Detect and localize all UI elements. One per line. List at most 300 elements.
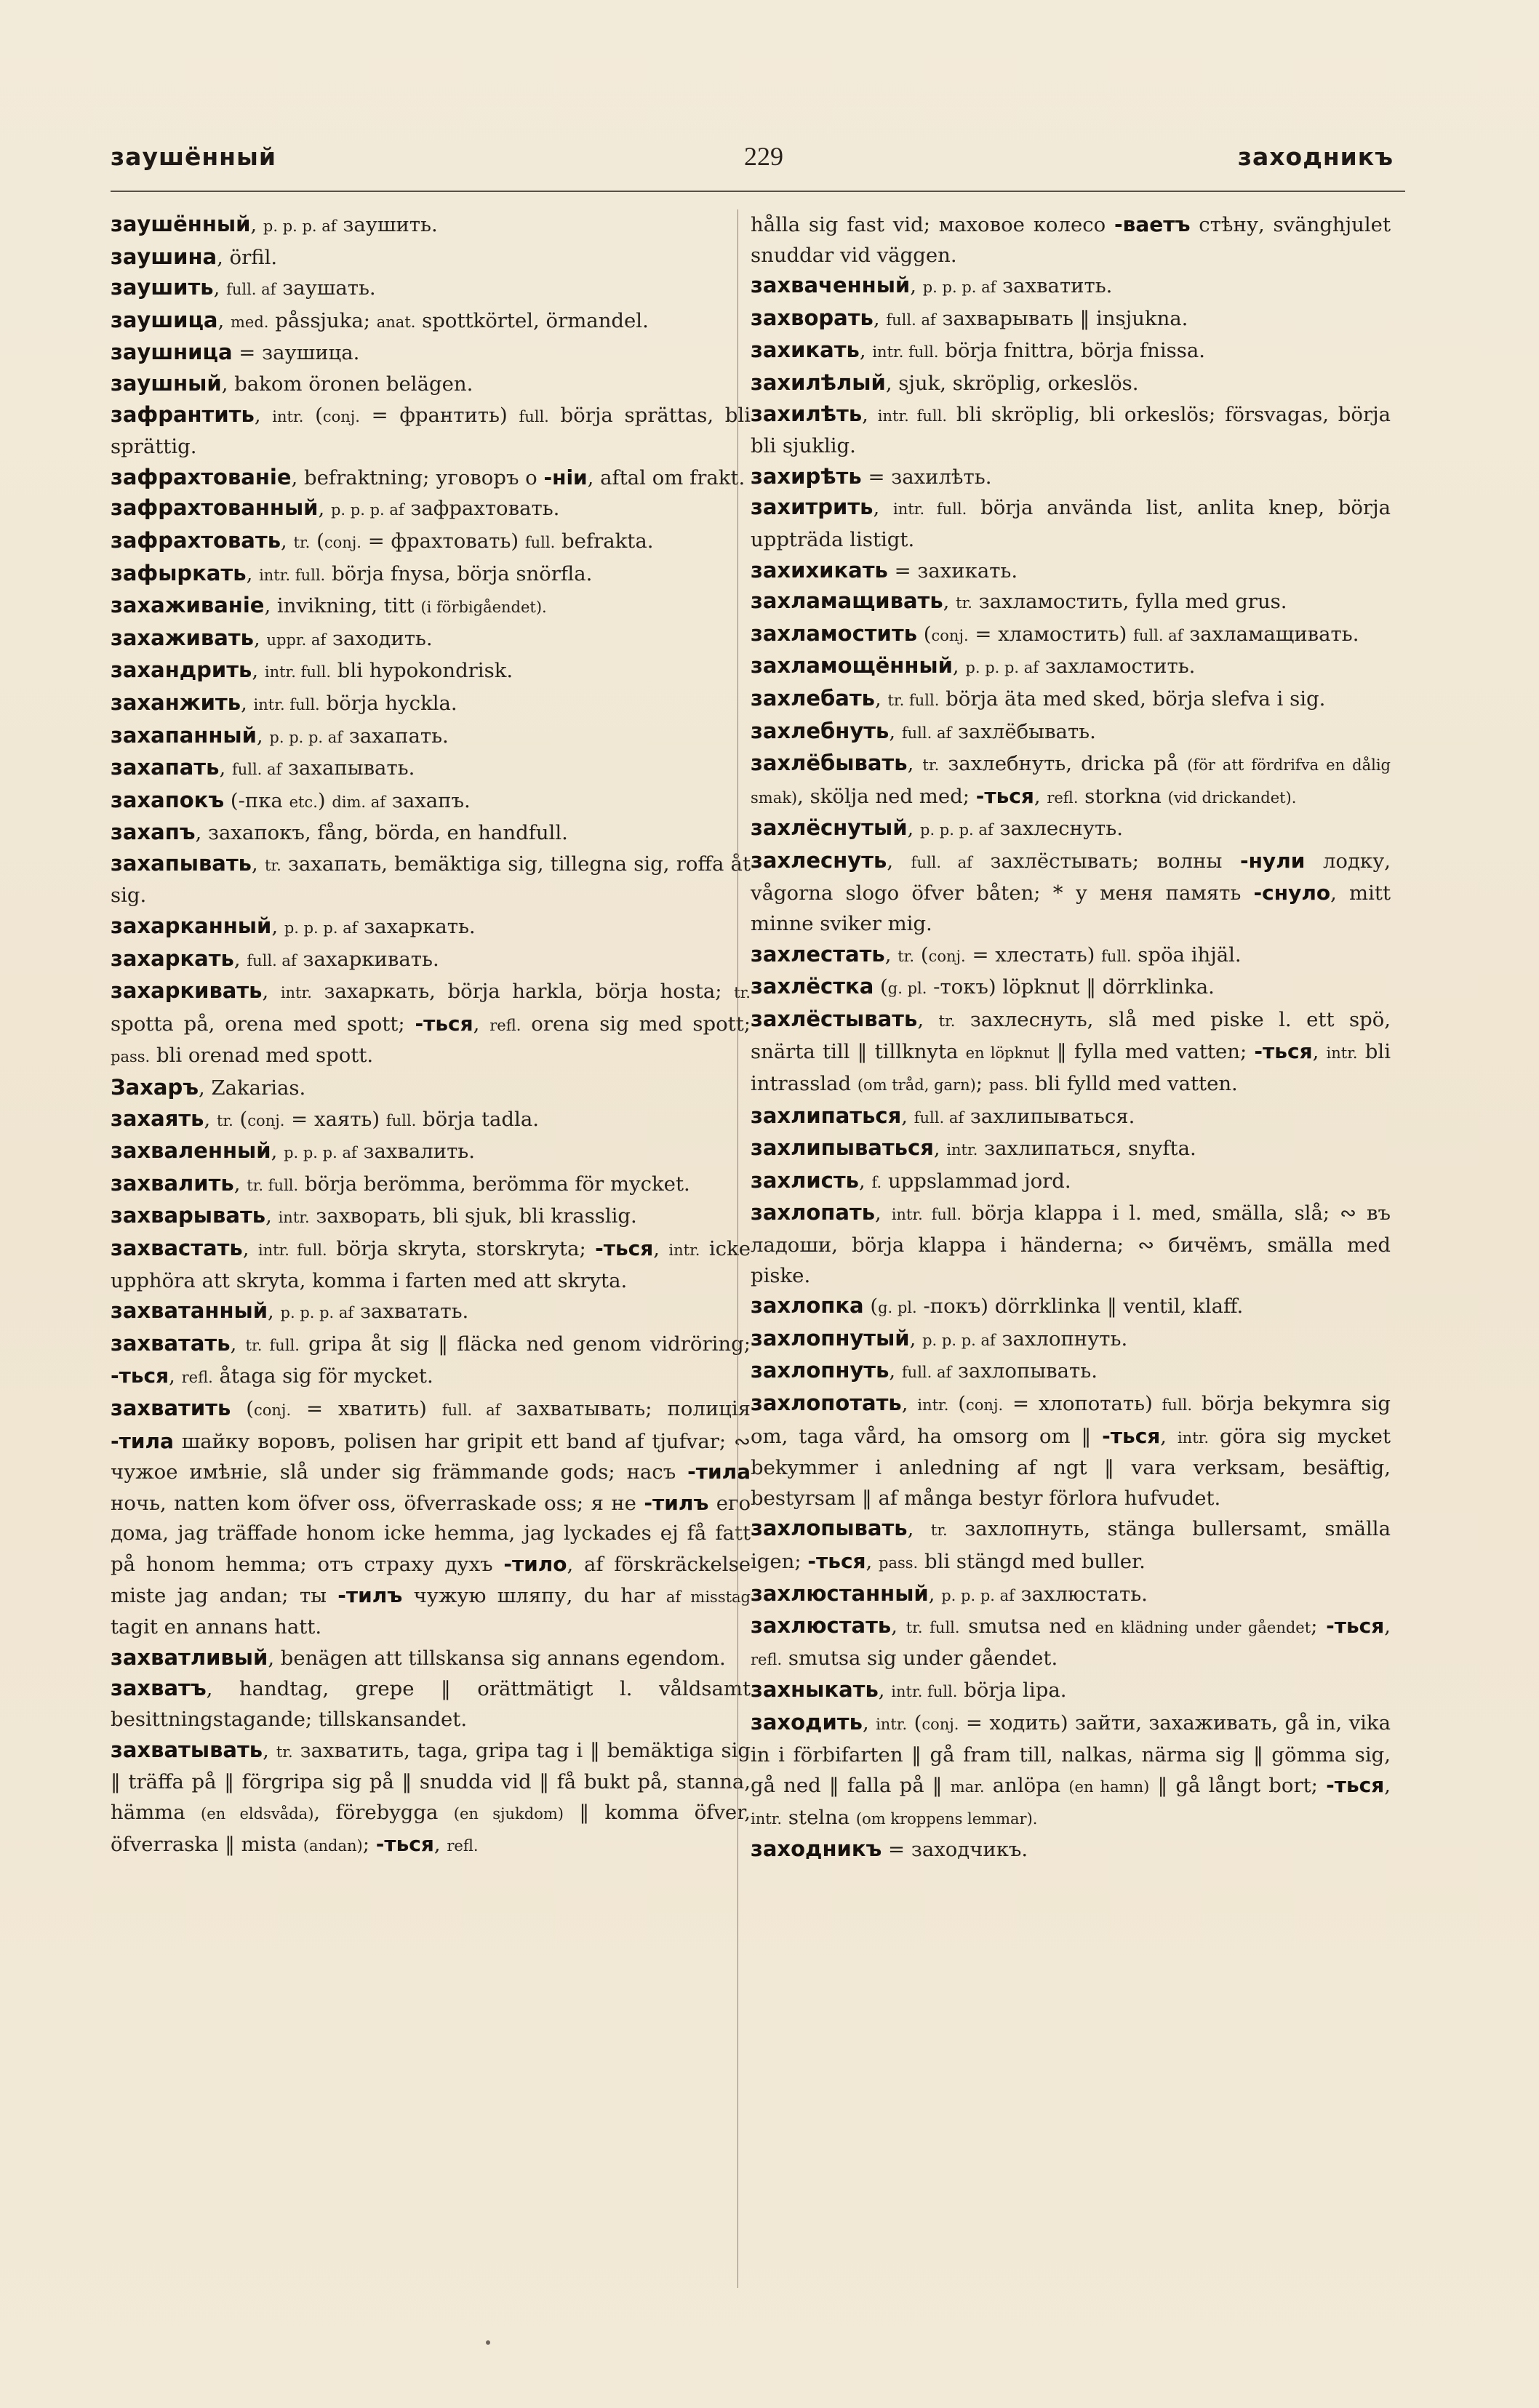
dictionary-entry <box>111 1104 751 1137</box>
entry-text: ; <box>362 1833 376 1857</box>
entry-text: , <box>917 1007 939 1031</box>
dictionary-entry <box>751 1133 1391 1166</box>
dictionary-entry <box>751 1004 1391 1101</box>
entry-text: tr. <box>264 856 281 874</box>
entry-text: , <box>254 403 273 427</box>
entry-text: intr. full. <box>893 500 967 519</box>
entry-text: захлёбывать. <box>951 719 1096 743</box>
entry-text: conj. <box>966 1396 1004 1414</box>
entry-text: , aftal om frakt. <box>587 465 745 489</box>
entry-text: hålla sig fast vid; маховое колесо <box>751 213 1114 236</box>
entry-text: full. <box>1162 1396 1193 1414</box>
dictionary-entry <box>751 846 1391 940</box>
dictionary-entry <box>111 655 751 688</box>
entry-text: = фрахтовать) <box>361 529 525 553</box>
bold-form: -тила <box>111 1428 174 1453</box>
headword: захлюстанный <box>751 1580 929 1606</box>
entry-text: , <box>928 1582 942 1606</box>
entry-text: intr. <box>876 1715 908 1733</box>
entry-text: , <box>887 849 911 873</box>
entry-text: , <box>1034 784 1047 808</box>
entry-text: tr. full. <box>245 1336 300 1354</box>
entry-text: , handtag, grepe ‖ orättmätigt l. våldsamt besittningstagande; tillskansandet. <box>111 1677 751 1731</box>
entry-text: (en eldsvåda) <box>201 1804 314 1823</box>
dictionary-entry <box>111 400 751 463</box>
entry-text: conj. <box>322 407 360 425</box>
entry-text: , <box>943 590 956 614</box>
headword: захвалить <box>111 1170 234 1196</box>
dictionary-entry <box>751 684 1391 716</box>
entry-text: pass. <box>111 1048 151 1066</box>
headword: захилѣть <box>751 401 863 426</box>
entry-text: , <box>219 756 232 780</box>
entry-text: стѣну, svänghjulet snuddar vid väggen. <box>751 213 1391 267</box>
entry-text: (en sjukdom) <box>453 1804 564 1823</box>
entry-text: full. af <box>231 761 282 779</box>
headword: захватить <box>111 1395 231 1420</box>
entry-text: , skölja ned med; <box>797 784 976 808</box>
entry-text: tr. full. <box>887 691 940 709</box>
entry-text: (för att fördrifva en dålig smak) <box>751 756 1391 807</box>
entry-text: intr. <box>751 1809 783 1828</box>
entry-text: захватить. <box>996 274 1113 298</box>
headword: захаять <box>111 1105 204 1131</box>
entry-text: conj. <box>931 626 969 644</box>
entry-text: intr. full. <box>253 695 320 713</box>
bold-form: -тилъ <box>337 1583 403 1607</box>
dictionary-entry <box>751 1198 1391 1291</box>
headword: захирѣть <box>751 463 862 489</box>
page-number: 229 <box>744 142 783 171</box>
entry-text: full. <box>385 1111 417 1129</box>
entry-text: , <box>241 691 254 715</box>
entry-text: full. af <box>1133 626 1183 644</box>
entry-text: , <box>213 276 227 300</box>
entry-text: , <box>246 561 260 585</box>
headword: захлопывать <box>751 1516 908 1541</box>
dictionary-entry <box>111 817 751 849</box>
entry-text: börja hyckla. <box>319 691 457 715</box>
entry-text: en löpknut <box>965 1044 1050 1063</box>
entry-text: orena sig med spott; <box>521 1012 751 1036</box>
entry-text: uppr. af <box>266 631 327 649</box>
entry-text: = хламостить) <box>968 622 1134 646</box>
entry-text: påssjuka; <box>268 308 377 332</box>
entry-text: захлипываться. <box>964 1104 1135 1128</box>
dictionary-entry <box>111 1136 751 1169</box>
entry-text: , <box>318 497 331 521</box>
entry-text: conj. <box>247 1111 285 1129</box>
entry-text: захватить, taga, gripa tag i ‖ bemäktiga sig ‖ träffa på ‖ förgripa sig på ‖ snudda vid ‖ få bukt på, stanna, hämma <box>111 1738 751 1824</box>
headword: захварывать <box>111 1203 266 1228</box>
entry-text: intr. full. <box>877 407 948 425</box>
headword: захихикать <box>751 557 888 583</box>
entry-text: intr. full. <box>891 1683 958 1701</box>
entry-text: зафрахтовать. <box>404 497 560 521</box>
dictionary-entry <box>751 335 1391 368</box>
dictionary-entry <box>111 1169 751 1201</box>
entry-text: захлебнуть, dricka på <box>939 752 1188 776</box>
entry-text: захлёстывать; волны <box>972 849 1240 873</box>
headword: захватать <box>111 1330 231 1356</box>
right-column <box>751 209 1391 1865</box>
entry-text: p. p. p. af <box>263 217 337 235</box>
entry-text: , <box>859 339 873 363</box>
headword: захарканный <box>111 913 272 939</box>
entry-text: , <box>268 1300 281 1324</box>
entry-text: tr. <box>956 594 972 612</box>
headword: заушённый <box>111 212 251 236</box>
entry-text: ( <box>917 622 932 646</box>
entry-text: tr. full. <box>906 1619 960 1637</box>
dictionary-entry <box>111 1643 751 1674</box>
entry-text: , <box>875 1201 892 1225</box>
entry-text: tr. <box>930 1521 948 1540</box>
entry-text: ) <box>317 788 332 812</box>
entry-text: full. <box>524 533 556 551</box>
entry-text: , <box>256 724 270 748</box>
entry-text: anat. <box>376 313 416 331</box>
dictionary-entry <box>751 399 1391 462</box>
entry-text: smutsa sig under gåendet. <box>782 1646 1058 1670</box>
entry-text: , <box>253 626 267 650</box>
entry-text: , förebygga <box>313 1800 454 1824</box>
entry-text: -покъ) dörrklinka ‖ ventil, klaff. <box>916 1295 1244 1319</box>
bold-form: -ться <box>375 1832 434 1857</box>
entry-text: , <box>169 1364 182 1388</box>
entry-text: (i förbigåendet). <box>420 599 547 617</box>
headword: захлёстка <box>751 974 874 999</box>
entry-text: intr. <box>278 1209 310 1227</box>
entry-text: захлопнуть. <box>995 1327 1128 1351</box>
entry-text: , bakom öronen belägen. <box>221 372 473 396</box>
entry-text: börja fnysa, börja snörfla. <box>325 561 593 585</box>
entry-text: ; <box>975 1072 989 1096</box>
dictionary-entry <box>111 369 751 400</box>
dictionary-entry <box>111 911 751 944</box>
dictionary-entry <box>751 1356 1391 1388</box>
dictionary-entry <box>111 753 751 785</box>
entry-text: захапать. <box>343 724 449 748</box>
entry-text: intr. full. <box>264 663 332 681</box>
dictionary-entry <box>111 721 751 753</box>
entry-text: full. af <box>914 1108 964 1127</box>
headword: заушина <box>111 244 217 269</box>
entry-text: full. <box>1101 947 1132 965</box>
entry-text: , <box>889 1359 902 1383</box>
entry-text: (en hamn) <box>1068 1778 1150 1796</box>
entry-text: tagit en annans hatt. <box>111 1615 322 1639</box>
entry-text: чужую шляпу, du har <box>402 1583 666 1607</box>
bold-form: -снуло <box>1253 881 1331 905</box>
entry-text: , <box>233 1172 247 1196</box>
entry-text: uppslammad jord. <box>882 1169 1071 1193</box>
entry-text: tr. <box>216 1111 233 1129</box>
entry-text: захапъ. <box>385 788 471 812</box>
dictionary-entry <box>751 1324 1391 1356</box>
dictionary-entry <box>751 1611 1391 1675</box>
entry-text: = хаять) <box>284 1107 386 1131</box>
dictionary-entry <box>751 1101 1391 1134</box>
headword: захлипываться <box>751 1135 934 1161</box>
headword: заханжить <box>111 689 241 715</box>
entry-text: etc. <box>289 793 318 811</box>
entry-text: refl. <box>489 1016 521 1034</box>
entry-text: intr. full. <box>891 1206 962 1224</box>
headword: захватливый <box>111 1644 268 1670</box>
bold-form: -ться <box>111 1364 169 1388</box>
dictionary-entry <box>751 748 1391 813</box>
headword: захватъ <box>111 1676 207 1701</box>
entry-text: = заушица. <box>232 341 360 365</box>
entry-text: g. pl. <box>887 980 927 998</box>
entry-text: refl. <box>751 1650 783 1668</box>
entry-text: full. af <box>441 1401 501 1419</box>
entry-text: , <box>271 915 284 939</box>
bold-form: -ться <box>1326 1614 1385 1639</box>
headword: захлипаться <box>751 1103 902 1128</box>
entry-text: , <box>873 496 894 520</box>
headword: зафыркать <box>111 560 247 585</box>
dictionary-entry <box>751 651 1391 684</box>
entry-text: ( <box>914 943 929 967</box>
entry-text: börja använda list, anlita knep, börja uppträda listigt. <box>751 496 1391 551</box>
entry-text: шайку воровъ, polisen har gripit ett band af tjufvar; ∾ чужое имѣніе, slå under sig främmande gods; насъ <box>111 1429 751 1484</box>
entry-text: p. p. p. af <box>965 659 1039 677</box>
entry-text: , <box>884 943 898 967</box>
running-head-left: заушённый <box>111 143 276 171</box>
entry-text: захлопнуть, stänga bullersamt, smälla igen; <box>751 1517 1391 1573</box>
dictionary-entry <box>111 305 751 338</box>
entry-text: intr. <box>1326 1044 1358 1063</box>
entry-text: stelna <box>782 1805 856 1829</box>
dictionary-entry <box>111 849 751 911</box>
entry-text: захватывать; полиція <box>500 1396 751 1420</box>
dictionary-entry <box>751 1834 1391 1865</box>
entry-text: = захилѣть. <box>861 465 992 489</box>
dictionary-entry <box>111 1673 751 1735</box>
entry-text: ( <box>863 1295 879 1319</box>
entry-text: conj. <box>254 1401 292 1419</box>
entry-text: , af förskräckelse miste jag andan; ты <box>111 1552 751 1607</box>
headword: захлёснутый <box>751 815 908 841</box>
entry-text: , <box>250 213 263 236</box>
dictionary-entry <box>751 1708 1391 1834</box>
headword: захаживаніе <box>111 593 265 618</box>
entry-text: conj. <box>922 1715 959 1733</box>
running-head-right: заходникъ <box>1237 143 1394 171</box>
bold-form: -нули <box>1239 848 1306 873</box>
headword: захвастать <box>111 1236 243 1260</box>
entry-text: , <box>875 687 888 711</box>
entry-text: f. <box>871 1173 882 1191</box>
entry-text: spotta på, orena med spott; <box>111 1012 415 1036</box>
dictionary-entry <box>751 586 1391 619</box>
entry-text: , <box>862 1711 876 1735</box>
headword: заходникъ <box>751 1836 882 1862</box>
entry-text: , <box>252 659 265 683</box>
headword: захикать <box>751 337 860 363</box>
entry-text: conj. <box>324 533 361 551</box>
entry-text: börja berömma, berömma för mycket. <box>298 1172 690 1196</box>
entry-text: = хватить) <box>291 1396 442 1420</box>
entry-text: mar. <box>950 1778 985 1796</box>
bold-form: -ться <box>1326 1773 1385 1798</box>
dictionary-entry <box>751 1675 1391 1708</box>
entry-text: захлеснуть. <box>993 817 1123 841</box>
headword: зафрантить <box>111 401 255 427</box>
headword: захаживать <box>111 625 254 650</box>
entry-text: ‖ fylla med vatten; <box>1049 1040 1255 1064</box>
entry-text: , <box>230 1332 246 1356</box>
dictionary-entry <box>111 1233 751 1296</box>
bold-form: -тило <box>503 1551 567 1576</box>
entry-text: p. p. p. af <box>280 1304 354 1322</box>
entry-text: med. <box>231 313 269 331</box>
headword: захаркивать <box>111 978 263 1004</box>
entry-text: ( <box>303 403 323 427</box>
dictionary-entry <box>111 337 751 369</box>
entry-text: = ходить) зайти, захаживать, gå in, vika in i förbifarten ‖ gå fram till, nalkas, närma sig ‖ gömma sig, gå ned ‖ falla på ‖ <box>751 1711 1391 1798</box>
headword: захапокъ <box>111 787 225 812</box>
headword: заушица <box>111 307 218 332</box>
dictionary-entry <box>111 273 751 305</box>
entry-text: захаркивать. <box>296 947 439 971</box>
dictionary-entry <box>751 303 1391 336</box>
headword: заушница <box>111 340 233 365</box>
bold-form: -тила <box>687 1460 751 1484</box>
entry-text: göra sig mycket bekymmer i anledning af ngt ‖ vara verksam, besäftig, bestyrsam ‖ af många bestyr förlora hufvudet. <box>751 1424 1391 1510</box>
dictionary-entry <box>751 1388 1391 1513</box>
entry-text: захвалить. <box>356 1140 475 1164</box>
entry-text: full. af <box>226 281 276 299</box>
dictionary-entry <box>111 1329 751 1393</box>
dictionary-entry <box>751 271 1391 303</box>
dictionary-entry <box>111 785 751 818</box>
entry-text: tr. full. <box>247 1176 299 1194</box>
dictionary-entry <box>111 1393 751 1643</box>
entry-text: intr. full. <box>259 566 326 584</box>
entry-text: full. af <box>911 853 972 871</box>
entry-text: захварывать ‖ insjukna. <box>935 306 1188 330</box>
bold-form: -ться <box>1254 1039 1313 1064</box>
entry-text: börja skryta, storskryta; <box>327 1237 596 1260</box>
headword: захватывать <box>111 1737 263 1762</box>
headword: захлестать <box>751 941 885 967</box>
entry-text: , <box>952 655 966 679</box>
header-rule <box>111 191 1405 192</box>
entry-text: , <box>862 402 878 426</box>
entry-text: , <box>859 1169 872 1193</box>
headword: захворать <box>751 305 874 330</box>
bold-form: -ваетъ <box>1114 212 1191 236</box>
entry-text: ( <box>874 975 888 999</box>
entry-text: , <box>1312 1040 1327 1064</box>
headword: зафрахтовать <box>111 527 281 553</box>
entry-text: заходить. <box>326 626 433 650</box>
entry-text: full. af <box>247 951 297 969</box>
entry-text: bli orenad med spott. <box>150 1044 374 1068</box>
dictionary-entry <box>111 526 751 559</box>
bold-form: -ться <box>807 1548 866 1573</box>
entry-text: , <box>1384 1615 1391 1639</box>
entry-text: ( <box>948 1391 967 1415</box>
entry-text: gripa åt sig ‖ fläcka ned genom vidröring; <box>299 1332 751 1356</box>
headword: захлисть <box>751 1167 860 1193</box>
entry-text: börja lipa. <box>957 1679 1067 1703</box>
dictionary-entry <box>751 1513 1391 1578</box>
dictionary-entry <box>111 1201 751 1233</box>
entry-text: p. p. p. af <box>284 1144 357 1162</box>
entry-text: åtaga sig för mycket. <box>212 1364 433 1388</box>
entry-text: , <box>907 817 921 841</box>
entry-text: , <box>907 1517 931 1541</box>
entry-text: börja klappa i l. med, smälla, slå; ∾ въ ладоши, börja klappa i händerna; ∾ бичёмъ, smälla med piske. <box>751 1201 1391 1287</box>
headword: захлёстывать <box>751 1006 918 1031</box>
headword: заушный <box>111 370 222 396</box>
headword: захлопать <box>751 1200 876 1225</box>
entry-text: smutsa ned <box>959 1615 1095 1639</box>
entry-text: en klädning under gåendet <box>1095 1619 1311 1637</box>
headword: захитрить <box>751 495 874 520</box>
entry-text: bli stängd med buller. <box>918 1549 1146 1573</box>
entry-text: , <box>262 980 281 1004</box>
headword: захлёбывать <box>751 751 908 776</box>
headword: захламощённый <box>751 653 953 679</box>
entry-text: , <box>1160 1424 1178 1448</box>
bold-form: -ться <box>975 783 1034 808</box>
bold-form: -ться <box>595 1236 654 1260</box>
dictionary-entry <box>111 559 751 591</box>
entry-text: , <box>873 306 887 330</box>
entry-text: захлюстать. <box>1014 1582 1148 1606</box>
entry-text: , <box>233 947 247 971</box>
entry-text: tr. <box>293 533 311 551</box>
headword: зафрахтованный <box>111 495 319 521</box>
headword: захлюстать <box>751 1613 892 1639</box>
bold-form: -тилъ <box>644 1490 709 1515</box>
dictionary-entry <box>751 368 1391 399</box>
entry-text: , befraktning; уговоръ о <box>291 465 544 489</box>
headword: захапанный <box>111 722 257 748</box>
entry-text: börja tadla. <box>416 1107 539 1131</box>
dictionary-entry <box>111 688 751 721</box>
entry-text: ‖ gå långt bort; <box>1149 1774 1327 1798</box>
dictionary-entry <box>111 1735 751 1862</box>
entry-text: = заходчикъ. <box>882 1838 1028 1862</box>
entry-text: ( <box>233 1107 248 1131</box>
dictionary-entry <box>751 556 1391 587</box>
entry-text: ; <box>1311 1615 1327 1639</box>
headword: захапать <box>111 755 220 780</box>
dictionary-entry <box>111 591 751 623</box>
entry-text: börja äta med sked, börja slefva i sig. <box>939 687 1326 711</box>
entry-text: intr. <box>946 1141 978 1159</box>
entry-text: захаркать. <box>357 915 476 939</box>
entry-text: (om kroppens lemmar). <box>855 1809 1038 1828</box>
headword: захлопнуть <box>751 1358 890 1383</box>
bold-form: -ться <box>415 1011 473 1036</box>
entry-text: , <box>909 1327 923 1351</box>
entry-text: tr. <box>922 756 940 775</box>
headword: захлеснуть <box>751 847 887 873</box>
paper-speck <box>486 2340 490 2345</box>
entry-text: = хлопотать) <box>1003 1391 1162 1415</box>
entry-text: , <box>653 1237 669 1260</box>
entry-text: захаркать, börja harkla, börja hosta; <box>311 980 735 1004</box>
entry-text: tr. <box>734 984 751 1002</box>
entry-text: , <box>433 1833 447 1857</box>
